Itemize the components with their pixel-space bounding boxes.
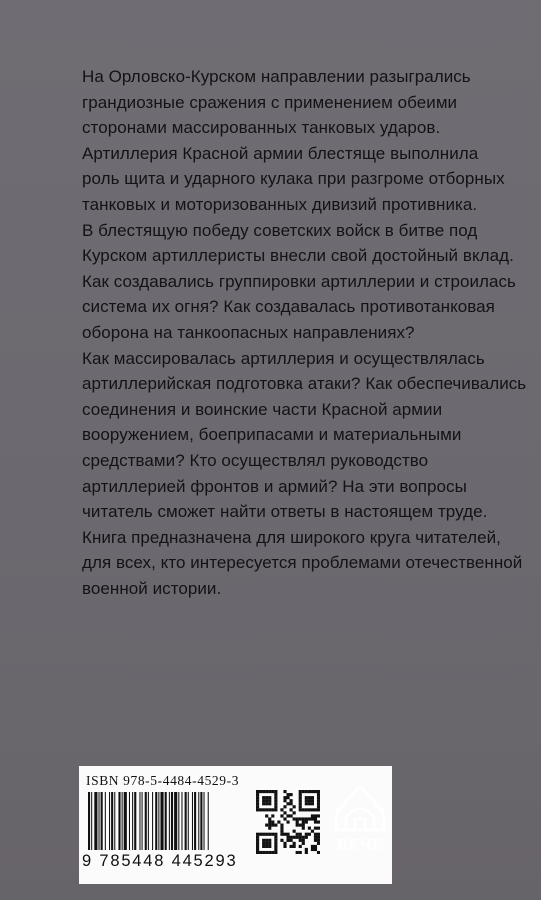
qr-module — [302, 808, 305, 811]
qr-module — [293, 805, 296, 808]
qr-module — [286, 836, 289, 839]
qr-module — [305, 796, 308, 799]
barcode-bar — [155, 792, 157, 850]
qr-module — [274, 799, 277, 802]
qr-module — [283, 796, 286, 799]
qr-module — [305, 799, 308, 802]
barcode-bar — [101, 792, 103, 850]
qr-module — [314, 820, 317, 823]
qr-module — [265, 808, 268, 811]
barcode-bar — [114, 792, 115, 850]
barcode-bar — [105, 792, 106, 850]
qr-module — [311, 830, 314, 833]
qr-module — [256, 799, 259, 802]
qr-module — [283, 805, 286, 808]
barcode-bar — [148, 792, 149, 850]
qr-module — [290, 799, 293, 802]
qr-module — [265, 839, 268, 842]
qr-module — [283, 811, 286, 814]
barcode-bar — [198, 792, 199, 850]
barcode-bar — [181, 792, 182, 850]
qr-module — [280, 830, 283, 833]
qr-module — [299, 833, 302, 836]
blurb-line: оборона на танкоопасных направлениях? — [82, 322, 415, 342]
qr-module — [314, 839, 317, 842]
qr-module — [311, 817, 314, 820]
qr-module — [262, 839, 265, 842]
barcode-bar — [200, 792, 202, 850]
qr-module — [271, 808, 274, 811]
qr-module — [302, 842, 305, 845]
qr-module — [271, 790, 274, 793]
qr-module — [299, 817, 302, 820]
qr-module — [262, 802, 265, 805]
qr-module — [256, 793, 259, 796]
barcode-bar — [174, 792, 177, 850]
qr-module — [283, 790, 286, 793]
qr-module — [256, 833, 259, 836]
qr-module — [277, 820, 280, 823]
blurb-line: вооружением, боеприпасами и материальными — [82, 425, 462, 445]
qr-module — [274, 842, 277, 845]
blurb-line: Книга предназначена для широкого круга читателей, — [82, 527, 501, 547]
qr-module — [296, 817, 299, 820]
qr-module — [265, 814, 268, 817]
qr-module — [274, 839, 277, 842]
qr-module — [299, 808, 302, 811]
qr-module — [317, 799, 320, 802]
publisher-name: ВЕЧЕ — [336, 835, 384, 854]
blurb-line: читатель сможет найти ответы в настоящем труде. — [82, 502, 488, 522]
qr-module — [268, 851, 271, 854]
barcode-bar — [88, 792, 90, 850]
qr-module — [268, 796, 271, 799]
qr-module — [256, 851, 259, 854]
barcode-bar — [185, 792, 187, 850]
blurb-line: На Орловско-Курском направлении разыгрались — [82, 67, 471, 86]
qr-module — [271, 824, 274, 827]
blurb-line: система их огня? Как создавалась противотанковая — [82, 297, 495, 317]
qr-module — [262, 833, 265, 836]
qr-module — [308, 833, 311, 836]
qr-module — [305, 820, 308, 823]
qr-module — [286, 793, 289, 796]
qr-module — [317, 796, 320, 799]
barcode-digits: 9 785448 445293 — [82, 852, 238, 870]
qr-module — [256, 808, 259, 811]
qr-module — [296, 851, 299, 854]
blurb-line: Курском артиллеристы внесли свой достойный вклад. — [82, 246, 514, 266]
qr-module — [317, 827, 320, 830]
qr-module — [305, 836, 308, 839]
qr-module — [286, 833, 289, 836]
qr-module — [317, 802, 320, 805]
qr-module — [302, 817, 305, 820]
qr-module — [262, 790, 265, 793]
qr-module — [308, 808, 311, 811]
qr-module — [290, 802, 293, 805]
barcode-bar — [208, 792, 209, 850]
qr-module — [286, 820, 289, 823]
qr-module — [299, 796, 302, 799]
qr-module — [268, 808, 271, 811]
qr-module — [271, 820, 274, 823]
barcode-bar — [152, 792, 153, 850]
qr-module — [268, 799, 271, 802]
blurb-line: сторонами массированных танковых ударов. — [82, 118, 441, 138]
qr-module — [290, 814, 293, 817]
qr-module — [271, 851, 274, 854]
qr-module — [274, 802, 277, 805]
qr-module — [314, 827, 317, 830]
qr-module — [283, 833, 286, 836]
barcode-bar — [124, 792, 127, 850]
qr-module — [311, 808, 314, 811]
qr-module — [256, 842, 259, 845]
blurb-line: роль щита и ударного кулака при разгроме отборных — [82, 169, 505, 189]
qr-module — [271, 833, 274, 836]
qr-module — [283, 817, 286, 820]
barcode-bar — [145, 792, 147, 850]
qr-module — [302, 790, 305, 793]
qr-module — [274, 845, 277, 848]
qr-module — [283, 799, 286, 802]
barcode-bar — [142, 792, 143, 850]
qr-module — [314, 790, 317, 793]
qr-module — [259, 808, 262, 811]
qr-module — [311, 802, 314, 805]
qr-module — [296, 820, 299, 823]
qr-module — [274, 796, 277, 799]
qr-module — [299, 805, 302, 808]
qr-module — [256, 848, 259, 851]
qr-module — [308, 802, 311, 805]
qr-module — [274, 808, 277, 811]
qr-module — [293, 845, 296, 848]
qr-module — [314, 833, 317, 836]
qr-module — [274, 793, 277, 796]
qr-module — [283, 842, 286, 845]
barcode-bar — [178, 792, 179, 850]
qr-module — [280, 839, 283, 842]
barcode-bar — [122, 792, 123, 850]
qr-module — [293, 811, 296, 814]
barcode-bar — [109, 792, 110, 850]
qr-module — [262, 808, 265, 811]
qr-module — [274, 805, 277, 808]
qr-code-icon — [256, 790, 320, 854]
qr-module — [308, 817, 311, 820]
qr-module — [286, 814, 289, 817]
qr-module — [286, 839, 289, 842]
qr-module — [286, 796, 289, 799]
qr-module — [317, 833, 320, 836]
qr-module — [305, 833, 308, 836]
publisher-logo-icon — [326, 786, 394, 856]
qr-module — [314, 814, 317, 817]
barcode-bar — [171, 792, 173, 850]
qr-module — [256, 802, 259, 805]
qr-module — [299, 845, 302, 848]
barcode-bar — [165, 792, 167, 850]
qr-module — [256, 845, 259, 848]
qr-module — [299, 851, 302, 854]
qr-module — [265, 790, 268, 793]
qr-module — [308, 790, 311, 793]
qr-module — [311, 790, 314, 793]
qr-module — [290, 793, 293, 796]
isbn-text: ISBN 978-5-4484-4529-3 — [86, 773, 240, 788]
qr-module — [280, 827, 283, 830]
blurb-line: военной истории. — [82, 578, 222, 598]
qr-module — [290, 808, 293, 811]
barcode-bar — [99, 792, 100, 850]
qr-module — [317, 790, 320, 793]
qr-module — [274, 851, 277, 854]
qr-module — [256, 805, 259, 808]
qr-module — [268, 820, 271, 823]
qr-module — [256, 796, 259, 799]
blurb-line: артиллерийская подготовка атаки? Как обеспечивались — [82, 374, 527, 394]
qr-module — [314, 817, 317, 820]
qr-module — [265, 845, 268, 848]
barcode-bar — [111, 792, 113, 850]
qr-module — [308, 827, 311, 830]
qr-module — [280, 833, 283, 836]
qr-module — [268, 827, 271, 830]
qr-module — [299, 802, 302, 805]
qr-module — [265, 796, 268, 799]
qr-module — [280, 814, 283, 817]
blurb-line: средствами? Кто осуществлял руководство — [82, 450, 429, 470]
qr-module — [311, 799, 314, 802]
blurb-line: соединения и воинские части Красной армии — [82, 399, 443, 419]
blurb-line: танковых и моторизованных дивизий противника. — [82, 194, 478, 214]
barcode-bar — [160, 792, 163, 850]
qr-module — [299, 836, 302, 839]
qr-module — [268, 790, 271, 793]
blurb-line: В блестящую победу советских войск в битве под — [82, 220, 478, 240]
qr-module — [265, 799, 268, 802]
qr-module — [256, 836, 259, 839]
barcode-bar — [204, 792, 205, 850]
qr-module — [308, 799, 311, 802]
blurb-line: Как массировалась артиллерия и осуществлялась — [82, 348, 485, 368]
qr-module — [302, 820, 305, 823]
barcode-bar — [134, 792, 136, 850]
qr-module — [317, 793, 320, 796]
qr-module — [268, 802, 271, 805]
qr-module — [268, 824, 271, 827]
qr-module — [308, 796, 311, 799]
qr-module — [280, 824, 283, 827]
qr-module — [317, 842, 320, 845]
qr-module — [265, 833, 268, 836]
qr-module — [256, 790, 259, 793]
qr-module — [262, 842, 265, 845]
qr-module — [283, 845, 286, 848]
qr-module — [293, 817, 296, 820]
qr-module — [293, 836, 296, 839]
barcode-bar — [169, 792, 170, 850]
qr-module — [293, 842, 296, 845]
qr-module — [262, 799, 265, 802]
qr-module — [290, 839, 293, 842]
qr-module — [268, 817, 271, 820]
qr-module — [299, 799, 302, 802]
qr-module — [280, 808, 283, 811]
qr-module — [268, 839, 271, 842]
qr-module — [268, 833, 271, 836]
qr-module — [290, 836, 293, 839]
qr-module — [305, 790, 308, 793]
qr-module — [265, 802, 268, 805]
qr-module — [262, 796, 265, 799]
qr-module — [293, 830, 296, 833]
qr-module — [299, 824, 302, 827]
qr-module — [265, 824, 268, 827]
qr-module — [274, 824, 277, 827]
blurb-text — [82, 64, 527, 601]
qr-module — [317, 805, 320, 808]
qr-module — [296, 836, 299, 839]
barcode-bar — [158, 792, 159, 850]
barcode-bar — [94, 792, 97, 850]
qr-module — [317, 814, 320, 817]
barcode-bar — [192, 792, 193, 850]
qr-module — [274, 836, 277, 839]
qr-module — [305, 808, 308, 811]
barcode-bar — [132, 792, 133, 850]
qr-module — [305, 802, 308, 805]
qr-module — [274, 833, 277, 836]
qr-module — [271, 814, 274, 817]
barcode-bars — [86, 792, 246, 852]
qr-module — [259, 851, 262, 854]
blurb-line: Как создавались группировки артиллерии и строилась — [82, 271, 516, 291]
qr-module — [259, 790, 262, 793]
qr-module — [262, 845, 265, 848]
qr-module — [268, 845, 271, 848]
qr-module — [274, 790, 277, 793]
qr-module — [296, 824, 299, 827]
qr-module — [268, 842, 271, 845]
qr-module — [262, 851, 265, 854]
qr-module — [317, 808, 320, 811]
qr-module — [302, 836, 305, 839]
blurb-line: артиллерией фронтов и армий? На эти вопросы — [82, 476, 467, 496]
qr-module — [259, 833, 262, 836]
qr-module — [299, 839, 302, 842]
qr-module — [317, 851, 320, 854]
qr-module — [314, 845, 317, 848]
barcode-bar — [188, 792, 189, 850]
qr-module — [311, 814, 314, 817]
barcode-bar — [129, 792, 130, 850]
qr-module — [305, 817, 308, 820]
qr-module — [305, 851, 308, 854]
qr-module — [274, 848, 277, 851]
qr-module — [302, 827, 305, 830]
qr-module — [302, 824, 305, 827]
qr-module — [317, 839, 320, 842]
qr-module — [311, 848, 314, 851]
blurb-line: Артиллерия Красной армии блестяще выполнила — [82, 143, 479, 163]
qr-module — [299, 793, 302, 796]
barcode-bar — [91, 792, 92, 850]
qr-module — [317, 820, 320, 823]
barcode-bar — [118, 792, 120, 850]
qr-module — [256, 839, 259, 842]
qr-module — [311, 845, 314, 848]
qr-module — [290, 845, 293, 848]
qr-module — [314, 808, 317, 811]
qr-module — [317, 836, 320, 839]
qr-module — [296, 833, 299, 836]
qr-module — [311, 796, 314, 799]
qr-module — [265, 842, 268, 845]
qr-module — [314, 836, 317, 839]
qr-module — [305, 848, 308, 851]
qr-module — [299, 790, 302, 793]
qr-module — [314, 848, 317, 851]
qr-module — [265, 851, 268, 854]
barcode-bar — [194, 792, 196, 850]
qr-module — [286, 802, 289, 805]
barcode-bar — [139, 792, 140, 850]
blurb-line: грандиозные сражения с применением обеими — [82, 92, 458, 112]
blurb-line: для всех, кто интересуется проблемами отечественной — [82, 553, 523, 573]
qr-module — [302, 839, 305, 842]
